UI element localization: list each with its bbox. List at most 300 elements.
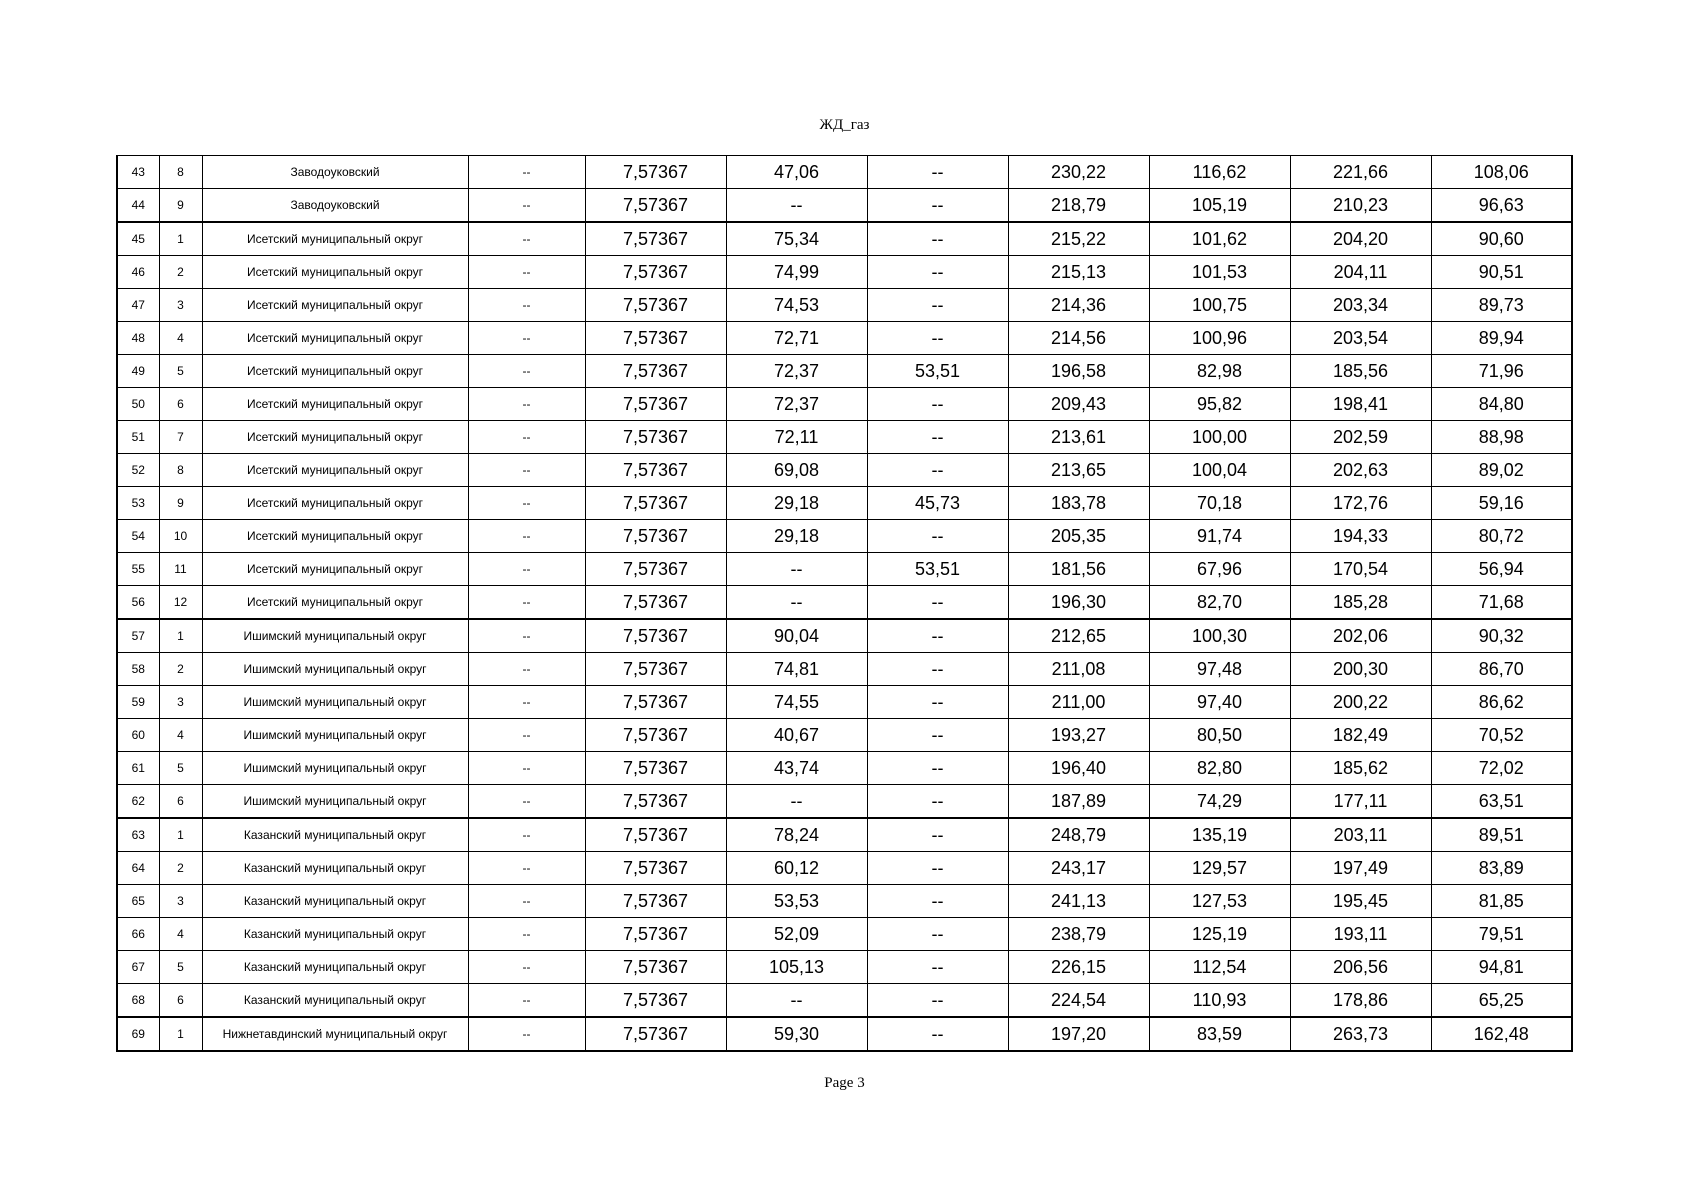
value-col-4-cell: -- — [867, 885, 1008, 918]
value-col-2-cell: 7,57367 — [585, 686, 726, 719]
value-col-3-cell: 72,71 — [726, 322, 867, 355]
value-col-1-cell: -- — [468, 818, 585, 852]
row-index-cell: 43 — [117, 156, 159, 189]
table-row — [117, 984, 1572, 1018]
value-col-6-cell: 100,04 — [1149, 454, 1290, 487]
value-col-8-cell: 84,80 — [1431, 388, 1572, 421]
value-col-4-cell: -- — [867, 189, 1008, 223]
value-col-4-cell: 45,73 — [867, 487, 1008, 520]
value-col-6-cell: 95,82 — [1149, 388, 1290, 421]
value-col-1-cell: -- — [468, 355, 585, 388]
data-table — [116, 155, 1573, 1052]
district-name-cell: Казанский муниципальный округ — [202, 918, 468, 951]
value-col-7-cell: 200,30 — [1290, 653, 1431, 686]
table-row — [117, 256, 1572, 289]
value-col-4-cell: -- — [867, 752, 1008, 785]
value-col-1-cell: -- — [468, 553, 585, 586]
value-col-6-cell: 100,30 — [1149, 619, 1290, 653]
value-col-4-cell: -- — [867, 454, 1008, 487]
value-col-3-cell: 29,18 — [726, 487, 867, 520]
row-number-cell: 1 — [159, 222, 202, 256]
value-col-4-cell: -- — [867, 289, 1008, 322]
value-col-8-cell: 89,94 — [1431, 322, 1572, 355]
row-number-cell: 1 — [159, 619, 202, 653]
value-col-5-cell: 197,20 — [1008, 1017, 1149, 1051]
value-col-2-cell: 7,57367 — [585, 553, 726, 586]
value-col-6-cell: 116,62 — [1149, 156, 1290, 189]
row-index-cell: 62 — [117, 785, 159, 819]
value-col-1-cell: -- — [468, 785, 585, 819]
row-number-cell: 4 — [159, 719, 202, 752]
value-col-3-cell: 43,74 — [726, 752, 867, 785]
value-col-1-cell: -- — [468, 388, 585, 421]
value-col-5-cell: 196,30 — [1008, 586, 1149, 620]
value-col-1-cell: -- — [468, 984, 585, 1018]
value-col-6-cell: 100,00 — [1149, 421, 1290, 454]
row-index-cell: 50 — [117, 388, 159, 421]
row-index-cell: 67 — [117, 951, 159, 984]
value-col-7-cell: 182,49 — [1290, 719, 1431, 752]
value-col-8-cell: 162,48 — [1431, 1017, 1572, 1051]
value-col-1-cell: -- — [468, 852, 585, 885]
value-col-4-cell: -- — [867, 918, 1008, 951]
value-col-1-cell: -- — [468, 454, 585, 487]
value-col-8-cell: 56,94 — [1431, 553, 1572, 586]
table-row — [117, 752, 1572, 785]
value-col-5-cell: 224,54 — [1008, 984, 1149, 1018]
row-index-cell: 65 — [117, 885, 159, 918]
table-row — [117, 1017, 1572, 1051]
value-col-7-cell: 221,66 — [1290, 156, 1431, 189]
value-col-5-cell: 215,22 — [1008, 222, 1149, 256]
district-name-cell: Исетский муниципальный округ — [202, 586, 468, 620]
district-name-cell: Исетский муниципальный округ — [202, 289, 468, 322]
value-col-2-cell: 7,57367 — [585, 984, 726, 1018]
sheet-title: ЖД_газ — [819, 117, 870, 133]
value-col-2-cell: 7,57367 — [585, 619, 726, 653]
value-col-7-cell: 172,76 — [1290, 487, 1431, 520]
value-col-2-cell: 7,57367 — [585, 454, 726, 487]
table-row — [117, 222, 1572, 256]
value-col-1-cell: -- — [468, 951, 585, 984]
row-number-cell: 9 — [159, 189, 202, 223]
value-col-1-cell: -- — [468, 421, 585, 454]
value-col-6-cell: 127,53 — [1149, 885, 1290, 918]
value-col-1-cell: -- — [468, 289, 585, 322]
value-col-3-cell: 74,81 — [726, 653, 867, 686]
value-col-4-cell: -- — [867, 520, 1008, 553]
value-col-7-cell: 197,49 — [1290, 852, 1431, 885]
value-col-4-cell: 53,51 — [867, 355, 1008, 388]
row-number-cell: 3 — [159, 686, 202, 719]
value-col-4-cell: -- — [867, 388, 1008, 421]
table-row — [117, 553, 1572, 586]
row-number-cell: 10 — [159, 520, 202, 553]
value-col-4-cell: -- — [867, 1017, 1008, 1051]
value-col-5-cell: 183,78 — [1008, 487, 1149, 520]
value-col-2-cell: 7,57367 — [585, 222, 726, 256]
row-number-cell: 12 — [159, 586, 202, 620]
row-index-cell: 52 — [117, 454, 159, 487]
row-number-cell: 6 — [159, 388, 202, 421]
row-number-cell: 8 — [159, 454, 202, 487]
value-col-7-cell: 263,73 — [1290, 1017, 1431, 1051]
row-index-cell: 66 — [117, 918, 159, 951]
row-index-cell: 57 — [117, 619, 159, 653]
district-name-cell: Ишимский муниципальный округ — [202, 719, 468, 752]
value-col-7-cell: 203,11 — [1290, 818, 1431, 852]
row-index-cell: 55 — [117, 553, 159, 586]
value-col-6-cell: 70,18 — [1149, 487, 1290, 520]
value-col-3-cell: 53,53 — [726, 885, 867, 918]
value-col-8-cell: 71,68 — [1431, 586, 1572, 620]
value-col-7-cell: 170,54 — [1290, 553, 1431, 586]
row-index-cell: 48 — [117, 322, 159, 355]
value-col-1-cell: -- — [468, 322, 585, 355]
value-col-4-cell: -- — [867, 785, 1008, 819]
row-number-cell: 5 — [159, 752, 202, 785]
value-col-5-cell: 214,36 — [1008, 289, 1149, 322]
value-col-8-cell: 96,63 — [1431, 189, 1572, 223]
value-col-8-cell: 59,16 — [1431, 487, 1572, 520]
value-col-7-cell: 202,63 — [1290, 454, 1431, 487]
row-index-cell: 61 — [117, 752, 159, 785]
value-col-7-cell: 193,11 — [1290, 918, 1431, 951]
district-name-cell: Исетский муниципальный округ — [202, 487, 468, 520]
value-col-7-cell: 206,56 — [1290, 951, 1431, 984]
table-row — [117, 951, 1572, 984]
value-col-7-cell: 203,54 — [1290, 322, 1431, 355]
value-col-2-cell: 7,57367 — [585, 189, 726, 223]
row-index-cell: 59 — [117, 686, 159, 719]
row-index-cell: 53 — [117, 487, 159, 520]
value-col-7-cell: 204,11 — [1290, 256, 1431, 289]
table-row — [117, 586, 1572, 620]
value-col-2-cell: 7,57367 — [585, 586, 726, 620]
value-col-4-cell: -- — [867, 256, 1008, 289]
value-col-3-cell: -- — [726, 785, 867, 819]
value-col-3-cell: 59,30 — [726, 1017, 867, 1051]
district-name-cell: Ишимский муниципальный округ — [202, 653, 468, 686]
row-number-cell: 11 — [159, 553, 202, 586]
row-index-cell: 54 — [117, 520, 159, 553]
value-col-2-cell: 7,57367 — [585, 520, 726, 553]
row-number-cell: 2 — [159, 653, 202, 686]
row-index-cell: 60 — [117, 719, 159, 752]
table-row — [117, 388, 1572, 421]
value-col-4-cell: -- — [867, 619, 1008, 653]
value-col-4-cell: -- — [867, 586, 1008, 620]
value-col-5-cell: 214,56 — [1008, 322, 1149, 355]
value-col-6-cell: 97,40 — [1149, 686, 1290, 719]
row-index-cell: 47 — [117, 289, 159, 322]
value-col-3-cell: 72,37 — [726, 388, 867, 421]
value-col-2-cell: 7,57367 — [585, 1017, 726, 1051]
row-number-cell: 6 — [159, 984, 202, 1018]
value-col-3-cell: 52,09 — [726, 918, 867, 951]
row-index-cell: 56 — [117, 586, 159, 620]
value-col-7-cell: 203,34 — [1290, 289, 1431, 322]
row-number-cell: 1 — [159, 1017, 202, 1051]
value-col-6-cell: 67,96 — [1149, 553, 1290, 586]
table-row — [117, 818, 1572, 852]
row-index-cell: 58 — [117, 653, 159, 686]
value-col-8-cell: 63,51 — [1431, 785, 1572, 819]
value-col-1-cell: -- — [468, 885, 585, 918]
value-col-2-cell: 7,57367 — [585, 719, 726, 752]
value-col-5-cell: 215,13 — [1008, 256, 1149, 289]
value-col-1-cell: -- — [468, 487, 585, 520]
value-col-4-cell: -- — [867, 719, 1008, 752]
value-col-4-cell: -- — [867, 818, 1008, 852]
value-col-8-cell: 83,89 — [1431, 852, 1572, 885]
value-col-6-cell: 129,57 — [1149, 852, 1290, 885]
value-col-5-cell: 196,40 — [1008, 752, 1149, 785]
value-col-3-cell: 29,18 — [726, 520, 867, 553]
row-index-cell: 69 — [117, 1017, 159, 1051]
value-col-1-cell: -- — [468, 1017, 585, 1051]
value-col-5-cell: 209,43 — [1008, 388, 1149, 421]
value-col-1-cell: -- — [468, 520, 585, 553]
value-col-2-cell: 7,57367 — [585, 818, 726, 852]
row-number-cell: 5 — [159, 951, 202, 984]
value-col-2-cell: 7,57367 — [585, 885, 726, 918]
row-number-cell: 4 — [159, 322, 202, 355]
row-number-cell: 2 — [159, 852, 202, 885]
value-col-8-cell: 89,51 — [1431, 818, 1572, 852]
value-col-2-cell: 7,57367 — [585, 156, 726, 189]
value-col-1-cell: -- — [468, 256, 585, 289]
value-col-6-cell: 83,59 — [1149, 1017, 1290, 1051]
table-row — [117, 785, 1572, 819]
district-name-cell: Ишимский муниципальный округ — [202, 785, 468, 819]
district-name-cell: Заводоуковский — [202, 156, 468, 189]
table-row — [117, 454, 1572, 487]
value-col-5-cell: 205,35 — [1008, 520, 1149, 553]
value-col-3-cell: 90,04 — [726, 619, 867, 653]
table-row — [117, 520, 1572, 553]
value-col-8-cell: 89,02 — [1431, 454, 1572, 487]
value-col-2-cell: 7,57367 — [585, 752, 726, 785]
value-col-6-cell: 82,98 — [1149, 355, 1290, 388]
value-col-7-cell: 195,45 — [1290, 885, 1431, 918]
row-index-cell: 44 — [117, 189, 159, 223]
table-row — [117, 156, 1572, 189]
value-col-4-cell: -- — [867, 222, 1008, 256]
value-col-7-cell: 194,33 — [1290, 520, 1431, 553]
table-row — [117, 355, 1572, 388]
value-col-1-cell: -- — [468, 918, 585, 951]
page-number: Page 3 — [824, 1075, 865, 1091]
value-col-1-cell: -- — [468, 189, 585, 223]
value-col-5-cell: 181,56 — [1008, 553, 1149, 586]
value-col-3-cell: 72,11 — [726, 421, 867, 454]
row-number-cell: 3 — [159, 885, 202, 918]
value-col-4-cell: -- — [867, 852, 1008, 885]
value-col-3-cell: -- — [726, 553, 867, 586]
value-col-2-cell: 7,57367 — [585, 322, 726, 355]
value-col-8-cell: 71,96 — [1431, 355, 1572, 388]
value-col-3-cell: 75,34 — [726, 222, 867, 256]
district-name-cell: Исетский муниципальный округ — [202, 388, 468, 421]
value-col-5-cell: 243,17 — [1008, 852, 1149, 885]
value-col-8-cell: 90,60 — [1431, 222, 1572, 256]
value-col-3-cell: -- — [726, 984, 867, 1018]
value-col-5-cell: 211,00 — [1008, 686, 1149, 719]
district-name-cell: Казанский муниципальный округ — [202, 984, 468, 1018]
value-col-6-cell: 82,70 — [1149, 586, 1290, 620]
value-col-5-cell: 211,08 — [1008, 653, 1149, 686]
district-name-cell: Ишимский муниципальный округ — [202, 752, 468, 785]
value-col-5-cell: 187,89 — [1008, 785, 1149, 819]
value-col-1-cell: -- — [468, 156, 585, 189]
value-col-2-cell: 7,57367 — [585, 355, 726, 388]
district-name-cell: Исетский муниципальный округ — [202, 421, 468, 454]
district-name-cell: Казанский муниципальный округ — [202, 818, 468, 852]
row-index-cell: 45 — [117, 222, 159, 256]
value-col-3-cell: 72,37 — [726, 355, 867, 388]
value-col-5-cell: 213,65 — [1008, 454, 1149, 487]
row-number-cell: 5 — [159, 355, 202, 388]
value-col-4-cell: -- — [867, 951, 1008, 984]
district-name-cell: Исетский муниципальный округ — [202, 222, 468, 256]
value-col-7-cell: 185,28 — [1290, 586, 1431, 620]
value-col-8-cell: 86,70 — [1431, 653, 1572, 686]
district-name-cell: Нижнетавдинский муниципальный округ — [202, 1017, 468, 1051]
value-col-8-cell: 89,73 — [1431, 289, 1572, 322]
value-col-1-cell: -- — [468, 586, 585, 620]
value-col-8-cell: 90,32 — [1431, 619, 1572, 653]
value-col-2-cell: 7,57367 — [585, 918, 726, 951]
value-col-1-cell: -- — [468, 719, 585, 752]
value-col-7-cell: 200,22 — [1290, 686, 1431, 719]
value-col-3-cell: 74,53 — [726, 289, 867, 322]
district-name-cell: Исетский муниципальный округ — [202, 256, 468, 289]
district-name-cell: Ишимский муниципальный округ — [202, 686, 468, 719]
table-body — [117, 156, 1572, 1052]
value-col-3-cell: 40,67 — [726, 719, 867, 752]
value-col-2-cell: 7,57367 — [585, 289, 726, 322]
value-col-2-cell: 7,57367 — [585, 256, 726, 289]
row-index-cell: 64 — [117, 852, 159, 885]
value-col-5-cell: 248,79 — [1008, 818, 1149, 852]
value-col-6-cell: 101,62 — [1149, 222, 1290, 256]
table-row — [117, 918, 1572, 951]
district-name-cell: Исетский муниципальный округ — [202, 355, 468, 388]
row-index-cell: 68 — [117, 984, 159, 1018]
value-col-4-cell: -- — [867, 653, 1008, 686]
value-col-8-cell: 79,51 — [1431, 918, 1572, 951]
district-name-cell: Ишимский муниципальный округ — [202, 619, 468, 653]
value-col-6-cell: 100,75 — [1149, 289, 1290, 322]
value-col-3-cell: 47,06 — [726, 156, 867, 189]
table-row — [117, 719, 1572, 752]
value-col-8-cell: 108,06 — [1431, 156, 1572, 189]
value-col-6-cell: 101,53 — [1149, 256, 1290, 289]
table-row — [117, 619, 1572, 653]
value-col-3-cell: -- — [726, 586, 867, 620]
row-number-cell: 8 — [159, 156, 202, 189]
value-col-7-cell: 178,86 — [1290, 984, 1431, 1018]
value-col-2-cell: 7,57367 — [585, 852, 726, 885]
value-col-3-cell: 74,55 — [726, 686, 867, 719]
value-col-5-cell: 226,15 — [1008, 951, 1149, 984]
value-col-6-cell: 135,19 — [1149, 818, 1290, 852]
value-col-5-cell: 196,58 — [1008, 355, 1149, 388]
value-col-2-cell: 7,57367 — [585, 421, 726, 454]
table-row — [117, 653, 1572, 686]
value-col-7-cell: 202,59 — [1290, 421, 1431, 454]
table-row — [117, 189, 1572, 223]
value-col-2-cell: 7,57367 — [585, 785, 726, 819]
value-col-6-cell: 91,74 — [1149, 520, 1290, 553]
district-name-cell: Казанский муниципальный округ — [202, 951, 468, 984]
value-col-3-cell: -- — [726, 189, 867, 223]
district-name-cell: Казанский муниципальный округ — [202, 852, 468, 885]
row-index-cell: 49 — [117, 355, 159, 388]
table-row — [117, 487, 1572, 520]
value-col-2-cell: 7,57367 — [585, 487, 726, 520]
value-col-4-cell: -- — [867, 421, 1008, 454]
value-col-3-cell: 69,08 — [726, 454, 867, 487]
district-name-cell: Заводоуковский — [202, 189, 468, 223]
district-name-cell: Исетский муниципальный округ — [202, 322, 468, 355]
value-col-6-cell: 112,54 — [1149, 951, 1290, 984]
value-col-8-cell: 88,98 — [1431, 421, 1572, 454]
value-col-8-cell: 72,02 — [1431, 752, 1572, 785]
value-col-7-cell: 210,23 — [1290, 189, 1431, 223]
value-col-4-cell: 53,51 — [867, 553, 1008, 586]
table-row — [117, 322, 1572, 355]
value-col-7-cell: 185,62 — [1290, 752, 1431, 785]
value-col-7-cell: 202,06 — [1290, 619, 1431, 653]
value-col-5-cell: 212,65 — [1008, 619, 1149, 653]
value-col-4-cell: -- — [867, 686, 1008, 719]
value-col-4-cell: -- — [867, 984, 1008, 1018]
district-name-cell: Исетский муниципальный округ — [202, 520, 468, 553]
value-col-2-cell: 7,57367 — [585, 951, 726, 984]
value-col-1-cell: -- — [468, 222, 585, 256]
row-index-cell: 51 — [117, 421, 159, 454]
district-name-cell: Исетский муниципальный округ — [202, 553, 468, 586]
table-row — [117, 289, 1572, 322]
value-col-1-cell: -- — [468, 619, 585, 653]
value-col-1-cell: -- — [468, 686, 585, 719]
row-number-cell: 6 — [159, 785, 202, 819]
value-col-3-cell: 78,24 — [726, 818, 867, 852]
value-col-2-cell: 7,57367 — [585, 653, 726, 686]
value-col-4-cell: -- — [867, 156, 1008, 189]
value-col-2-cell: 7,57367 — [585, 388, 726, 421]
district-name-cell: Казанский муниципальный округ — [202, 885, 468, 918]
value-col-8-cell: 90,51 — [1431, 256, 1572, 289]
value-col-7-cell: 204,20 — [1290, 222, 1431, 256]
value-col-5-cell: 213,61 — [1008, 421, 1149, 454]
value-col-6-cell: 97,48 — [1149, 653, 1290, 686]
value-col-3-cell: 74,99 — [726, 256, 867, 289]
row-index-cell: 63 — [117, 818, 159, 852]
value-col-1-cell: -- — [468, 752, 585, 785]
value-col-8-cell: 65,25 — [1431, 984, 1572, 1018]
value-col-8-cell: 80,72 — [1431, 520, 1572, 553]
row-index-cell: 46 — [117, 256, 159, 289]
value-col-7-cell: 185,56 — [1290, 355, 1431, 388]
value-col-5-cell: 230,22 — [1008, 156, 1149, 189]
row-number-cell: 1 — [159, 818, 202, 852]
row-number-cell: 2 — [159, 256, 202, 289]
row-number-cell: 9 — [159, 487, 202, 520]
value-col-1-cell: -- — [468, 653, 585, 686]
